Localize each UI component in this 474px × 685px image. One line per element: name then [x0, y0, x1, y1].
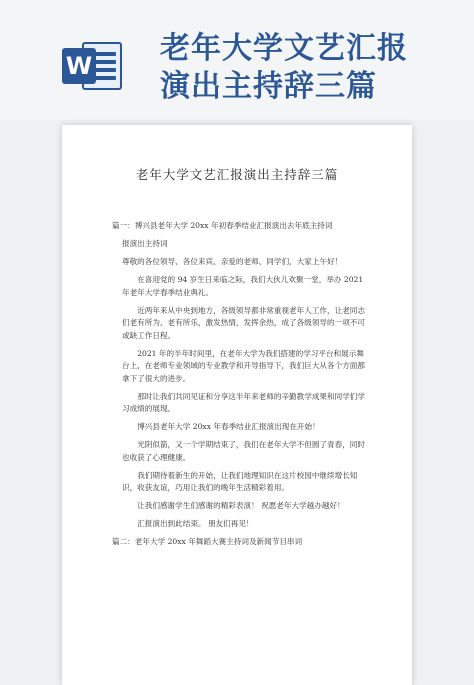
headline-line-1: 老年大学文艺汇报 — [160, 31, 408, 66]
document-paragraph: 篇一：博兴县老年大学 20xx 年初春季结业汇报演出去年底主持词 — [112, 221, 333, 230]
document-paragraph: 在喜迎党的 94 岁生日来临之际，我们大伙儿欢聚一堂，举办 2021 年老年大学春季结业典礼。 — [122, 275, 364, 297]
document-paragraph: 博兴县老年大学 20xx 年春季结业汇报演出现在开始！ — [137, 422, 320, 431]
document-paragraph: 2021 年的半年时间里，在老年大学为我们搭建的学习平台和展示舞台上，在老师专业领域的专业教学和开导指导下，我们巨大从各个方面都拿下了很大的进步。 — [122, 348, 365, 383]
document-page — [62, 125, 412, 685]
headline-line-2: 演出主持辞三篇 — [160, 69, 377, 104]
document-paragraph: 尊敬的各位领导、各位来宾、亲爱的老师、同学们，大家上午好！ — [122, 257, 343, 266]
document-title: 老年大学文艺汇报演出主持辞三篇 — [135, 167, 339, 182]
document-paragraph: 报演出主持词 — [122, 239, 168, 248]
document-paragraph: 篇二：老年大学 20xx 年舞蹈大赛主持词及新闻节目串词 — [112, 537, 303, 546]
word-icon-letter: W — [62, 48, 96, 84]
document-body — [112, 220, 367, 554]
document-paragraph: 光阴似箭，又一个学期结束了，我们在老年大学不但圆了青春，同时也收获了心理健康。 — [122, 440, 365, 462]
document-paragraph: 汇报演出到此结束。 朋友们再见！ — [137, 519, 254, 528]
document-paragraph: 我们期待着新生的开始，让我们地理知识在这片校园中继续增长知识，收获友谊，巧用让我们的晚年生活精彩着用。 — [122, 470, 358, 492]
page-headline — [160, 30, 460, 106]
document-paragraph: 那时让我们共同见证和分享这半年来老师的辛勤教学成果和同学们学习成绩的展现。 — [122, 391, 365, 413]
document-paragraph: 让我们感谢学生们感谢的精彩表演！ 祝愿老年大学越办越好！ — [137, 501, 345, 510]
document-paragraph: 近两年来从中央到地方，各级领导都非常重视老年人工作，让老同志们老有所为、老有所乐，激发热情，发挥余热，成了各级领导的一项不可或缺工作日程。 — [122, 305, 365, 340]
word-icon — [62, 38, 124, 94]
